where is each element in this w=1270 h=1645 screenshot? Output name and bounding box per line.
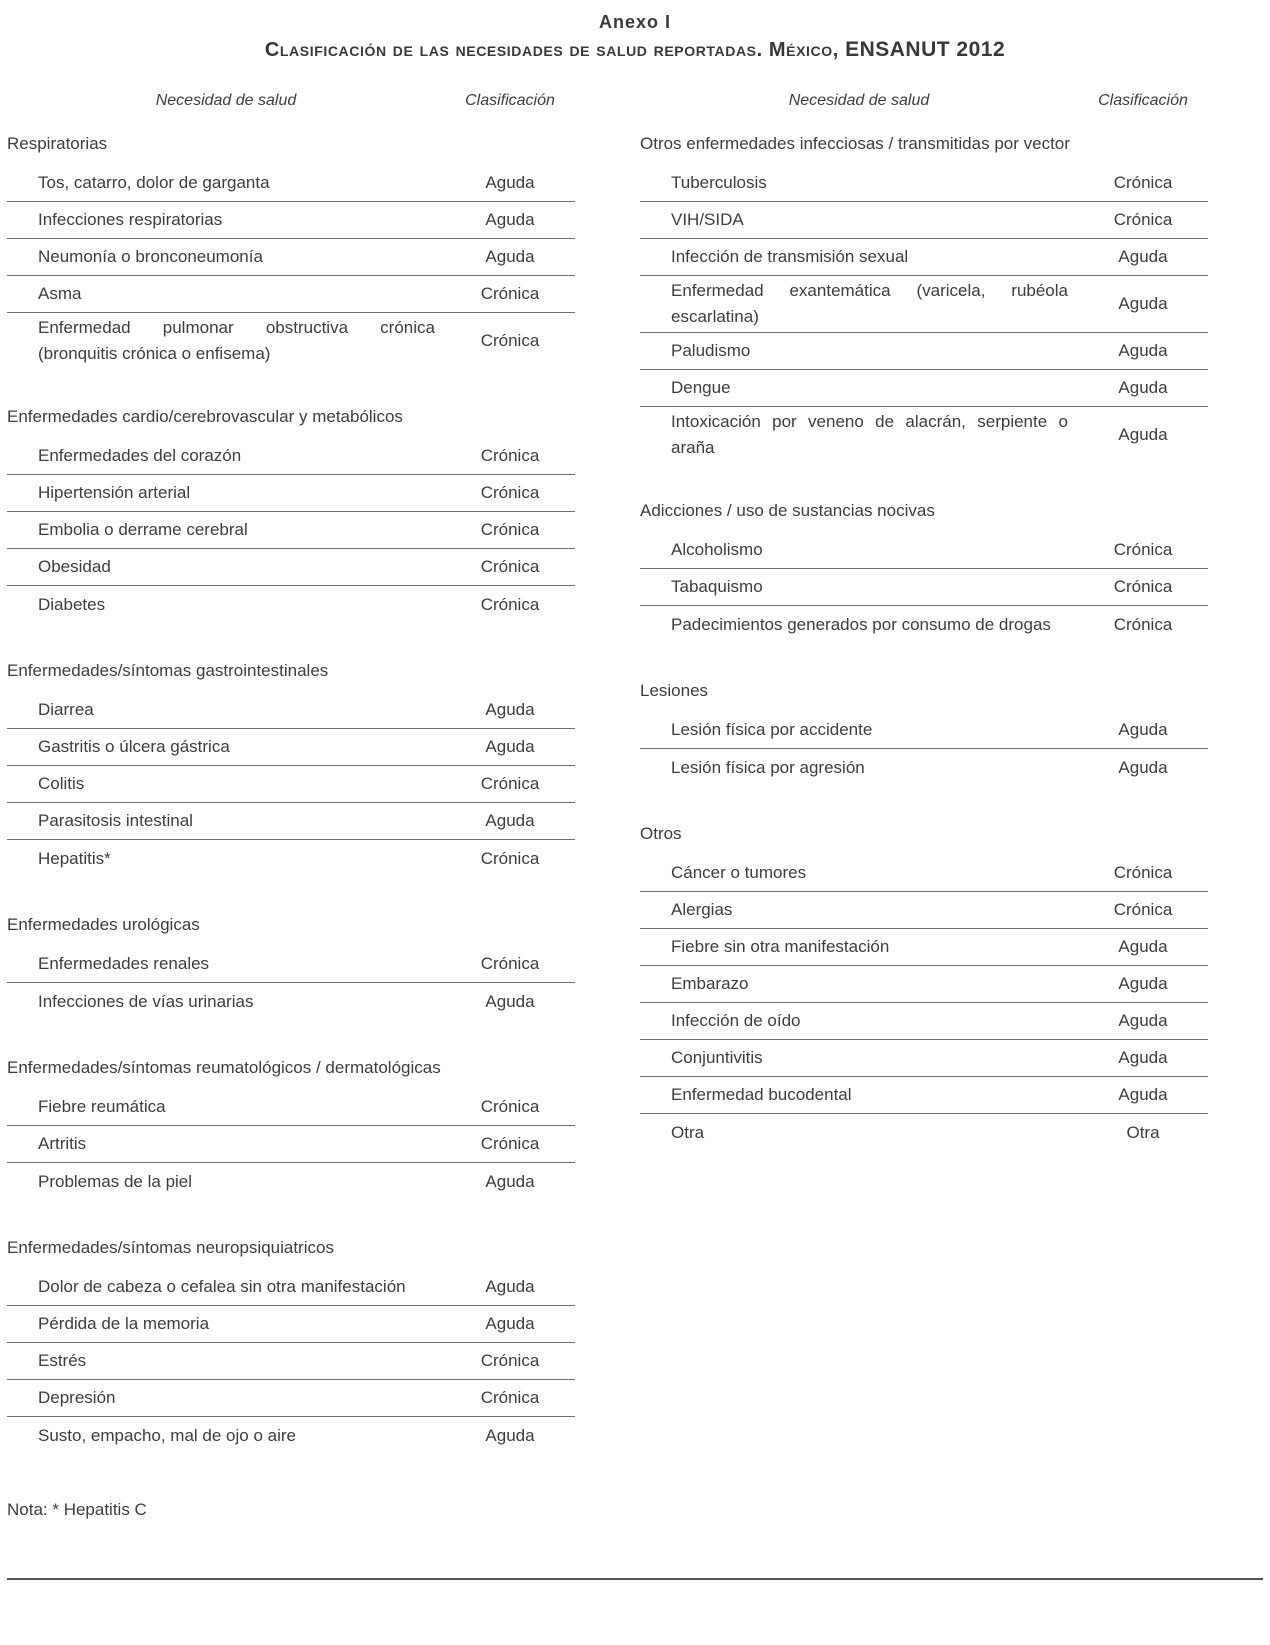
table-row [7, 475, 575, 512]
classification-cell: Crónica [1113, 863, 1173, 882]
group-title: Enfermedades/síntomas neuropsiquiatricos [7, 1238, 334, 1257]
need-cell: Problemas de la piel [38, 1171, 193, 1191]
classification-column-header: Clasificación [1098, 92, 1188, 109]
table-row [640, 370, 1208, 407]
left-groups-container [7, 132, 575, 1454]
classification-cell: Aguda [485, 700, 535, 719]
classification-cell: Crónica [480, 331, 540, 350]
classification-cell: Crónica [1113, 577, 1173, 596]
table-row [7, 1306, 575, 1343]
classification-cell: Aguda [1118, 378, 1168, 397]
table-row [640, 202, 1208, 239]
table-row [7, 1417, 575, 1454]
table-group [640, 499, 1208, 643]
table-row [7, 165, 575, 202]
need-cell: Tos, catarro, dolor de garganta [38, 173, 270, 192]
classification-cell: Crónica [480, 1388, 540, 1407]
classification-cell: Aguda [485, 1425, 535, 1445]
need-column-header: Necesidad de salud [788, 92, 930, 109]
need-cell: Colitis [38, 774, 85, 793]
table-columns [7, 92, 1263, 1520]
classification-cell: Crónica [1113, 173, 1173, 192]
table-row [7, 1089, 575, 1126]
classification-cell: Crónica [480, 557, 540, 576]
table-group [640, 132, 1208, 463]
bottom-rule [7, 1578, 1263, 1580]
classification-cell: Crónica [480, 774, 540, 793]
classification-cell: Aguda [1118, 937, 1168, 956]
classification-cell: Aguda [1118, 247, 1168, 266]
classification-cell: Aguda [1118, 720, 1168, 739]
table-group [7, 659, 575, 877]
table-row [7, 1380, 575, 1417]
classification-cell: Crónica [480, 1351, 540, 1370]
need-cell: Infecciones de vías urinarias [38, 991, 254, 1011]
need-cell: Hipertensión arterial [38, 483, 191, 502]
classification-cell: Aguda [485, 210, 535, 229]
table-row [640, 1077, 1208, 1114]
table-group [7, 1236, 575, 1454]
table-row [7, 1269, 575, 1306]
classification-cell: Aguda [485, 247, 535, 266]
group-title: Enfermedades cardio/cerebrovascular y metabólicos [7, 407, 403, 426]
table-row [7, 803, 575, 840]
table-row [7, 766, 575, 803]
table-row [7, 276, 575, 313]
classification-cell: Aguda [1118, 294, 1168, 313]
need-cell: Fiebre reumática [38, 1097, 166, 1116]
need-cell: Pérdida de la memoria [38, 1314, 210, 1333]
table-row [640, 966, 1208, 1003]
need-cell: Conjuntivitis [671, 1048, 763, 1067]
group-title: Adicciones / uso de sustancias nocivas [640, 501, 935, 520]
classification-cell: Aguda [485, 173, 535, 192]
need-cell: Fiebre sin otra manifestación [671, 937, 890, 956]
table-row [640, 749, 1208, 786]
table-row [7, 1126, 575, 1163]
table-group [7, 913, 575, 1020]
group-title: Enfermedades urológicas [7, 915, 200, 934]
table-group [7, 1056, 575, 1200]
classification-cell: Aguda [1118, 341, 1168, 360]
table-row [7, 946, 575, 983]
subtitle-text: Clasificación de las necesidades de salud reportadas. México, [264, 39, 846, 61]
table-row [640, 1114, 1208, 1151]
classification-cell: Aguda [485, 1314, 535, 1333]
classification-cell: Aguda [1118, 425, 1168, 444]
need-cell: Embarazo [671, 974, 749, 993]
table-row [640, 855, 1208, 892]
need-cell: Lesión física por accidente [671, 720, 873, 739]
need-cell: Diarrea [38, 700, 94, 719]
need-cell: Tuberculosis [671, 173, 767, 192]
classification-cell: Crónica [1113, 540, 1173, 559]
table-row [640, 1003, 1208, 1040]
table-row [7, 840, 575, 877]
need-cell: Depresión [38, 1388, 116, 1407]
need-cell: Gastritis o úlcera gástrica [38, 737, 230, 756]
need-cell: Artritis [38, 1134, 87, 1153]
classification-cell: Crónica [480, 954, 540, 973]
need-cell: Alergias [671, 900, 733, 919]
subtitle-survey-name: ENSANUT 2012 [845, 38, 1006, 61]
group-title: Otros enfermedades infecciosas / transmitidas por vector [640, 134, 1070, 153]
table-row [640, 407, 1208, 463]
table-row [7, 1343, 575, 1380]
table-row [7, 239, 575, 276]
classification-cell: Aguda [1118, 1011, 1168, 1030]
need-cell: Infección de oído [671, 1011, 801, 1030]
need-cell: Susto, empacho, mal de ojo o aire [38, 1425, 296, 1445]
classification-column-header: Clasificación [465, 92, 555, 109]
table-row [7, 586, 575, 623]
need-cell: VIH/SIDA [671, 210, 744, 229]
column-header [640, 92, 1208, 110]
table-row [7, 438, 575, 475]
need-cell: Enfermedad exantemática (varicela, rubéola escarlatina) [671, 281, 1068, 326]
column-header [7, 92, 575, 110]
classification-cell: Crónica [1113, 900, 1173, 919]
page-subtitle [7, 38, 1263, 62]
need-cell: Tabaquismo [671, 577, 763, 596]
classification-cell: Crónica [480, 446, 540, 465]
classification-cell: Aguda [1118, 1048, 1168, 1067]
classification-cell: Crónica [480, 848, 540, 868]
need-cell: Parasitosis intestinal [38, 811, 193, 830]
table-row [7, 692, 575, 729]
need-cell: Dolor de cabeza o cefalea sin otra manifestación [38, 1277, 406, 1296]
table-row [640, 239, 1208, 276]
need-cell: Dengue [671, 378, 731, 397]
need-cell: Intoxicación por veneno de alacrán, serpiente o araña [671, 412, 1068, 457]
need-cell: Lesión física por agresión [671, 757, 865, 777]
need-cell: Cáncer o tumores [671, 863, 807, 882]
need-cell: Enfermedades renales [38, 954, 210, 973]
need-column-header: Necesidad de salud [155, 92, 297, 109]
need-cell: Paludismo [671, 341, 751, 360]
table-row [7, 512, 575, 549]
table-row [640, 606, 1208, 643]
table-group [640, 822, 1208, 1151]
classification-cell: Aguda [1118, 757, 1168, 777]
page-title: Anexo I [598, 12, 671, 32]
classification-cell: Aguda [485, 1277, 535, 1296]
right-column [640, 92, 1208, 1520]
need-cell: Estrés [38, 1351, 87, 1370]
classification-cell: Crónica [1113, 210, 1173, 229]
group-title: Lesiones [640, 681, 709, 700]
table-row [7, 983, 575, 1020]
need-cell: Enfermedad pulmonar obstructiva crónica (bronquitis crónica o enfisema) [38, 318, 435, 363]
table-row [7, 549, 575, 586]
classification-cell: Aguda [485, 811, 535, 830]
classification-cell: Aguda [485, 1171, 535, 1191]
classification-cell: Crónica [480, 284, 540, 303]
table-row [640, 569, 1208, 606]
need-cell: Padecimientos generados por consumo de drogas [671, 614, 1051, 634]
need-cell: Obesidad [38, 557, 111, 576]
classification-cell: Crónica [480, 520, 540, 539]
classification-cell: Crónica [480, 1097, 540, 1116]
need-cell: Neumonía o bronconeumonía [38, 247, 263, 266]
need-cell: Infecciones respiratorias [38, 210, 223, 229]
classification-cell: Crónica [480, 483, 540, 502]
classification-cell: Aguda [485, 991, 535, 1011]
table-row [640, 712, 1208, 749]
table-row [7, 313, 575, 369]
table-row [640, 532, 1208, 569]
group-title: Enfermedades/síntomas gastrointestinales [7, 661, 329, 680]
table-row [7, 729, 575, 766]
classification-cell: Crónica [480, 594, 540, 614]
right-groups-container [640, 132, 1208, 1151]
table-row [640, 929, 1208, 966]
need-cell: Enfermedades del corazón [38, 446, 242, 465]
need-cell: Alcoholismo [671, 540, 763, 559]
table-row [7, 202, 575, 239]
classification-cell: Crónica [1113, 614, 1173, 634]
need-cell: Asma [38, 284, 82, 303]
table-row [640, 165, 1208, 202]
table-row [640, 276, 1208, 333]
table-row [7, 1163, 575, 1200]
classification-cell: Otra [1126, 1122, 1160, 1142]
table-row [640, 1040, 1208, 1077]
classification-cell: Crónica [480, 1134, 540, 1153]
table-row [640, 333, 1208, 370]
need-cell: Otra [671, 1122, 705, 1142]
group-title: Otros [640, 824, 682, 843]
group-title: Enfermedades/síntomas reumatológicos / dermatológicas [7, 1058, 441, 1077]
table-group [7, 132, 575, 369]
table-row [640, 892, 1208, 929]
footnote: Nota: * Hepatitis C [7, 1500, 147, 1519]
classification-cell: Aguda [1118, 1085, 1168, 1104]
need-cell: Diabetes [38, 594, 106, 614]
need-cell: Enfermedad bucodental [671, 1085, 852, 1104]
need-cell: Hepatitis* [38, 848, 111, 868]
need-cell: Embolia o derrame cerebral [38, 520, 248, 539]
left-column [7, 92, 575, 1520]
group-title: Respiratorias [7, 134, 108, 153]
classification-cell: Aguda [485, 737, 535, 756]
table-group [640, 679, 1208, 786]
need-cell: Infección de transmisión sexual [671, 247, 909, 266]
table-group [7, 405, 575, 623]
classification-cell: Aguda [1118, 974, 1168, 993]
